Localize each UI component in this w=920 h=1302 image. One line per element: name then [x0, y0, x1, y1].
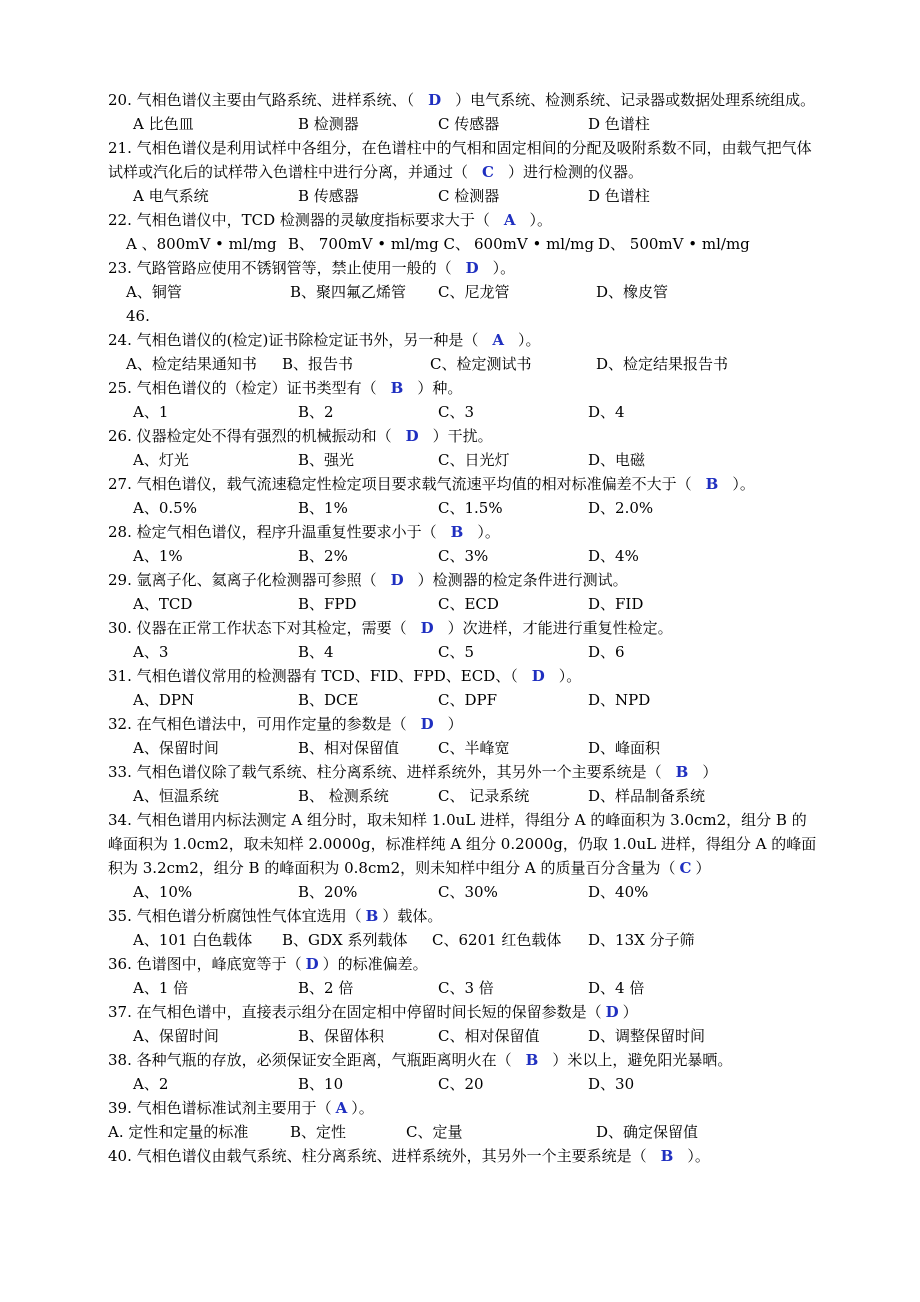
question-text-end: ）: [695, 859, 711, 877]
question-q27: [108, 472, 818, 496]
option-a: A、TCD: [133, 595, 193, 613]
question-q34: [108, 808, 818, 880]
option-c: C、3%: [438, 547, 489, 565]
option-c: 600mV • ml/mg: [474, 235, 594, 253]
answer-letter: D: [531, 667, 545, 685]
option-a: A. 定性和定量的标准: [108, 1123, 249, 1141]
question-q32: [108, 712, 818, 736]
option-a: A、10%: [133, 883, 193, 901]
option-c: C、5: [438, 643, 475, 661]
option-d: D 色谱柱: [588, 187, 650, 205]
option-d: D、FID: [588, 595, 644, 613]
question-text: 35. 气相色谱分析腐蚀性气体宜选用（: [108, 907, 362, 925]
option-d: D、4 倍: [588, 979, 645, 997]
question-text: 33. 气相色谱仪除了载气系统、柱分离系统、进样系统外，其另外一个主要系统是（: [108, 763, 662, 781]
question-q28: [108, 520, 818, 544]
option-b: B、相对保留值: [298, 739, 400, 757]
question-q37: [108, 1000, 818, 1024]
options-row: [108, 976, 818, 1000]
option-a: A 、800mV • ml/mg: [126, 235, 277, 253]
answer-letter: D: [428, 91, 442, 109]
option-c: C、ECD: [438, 595, 499, 613]
answer-letter: B: [705, 475, 719, 493]
option-c: C、相对保留值: [438, 1027, 540, 1045]
question-text: 38. 各种气瓶的存放，必须保证安全距离，气瓶距离明火在（: [108, 1051, 512, 1069]
question-text-end: ）米以上，避免阳光暴晒。: [552, 1051, 733, 1069]
options-row: [108, 496, 818, 520]
options-row: [108, 736, 818, 760]
option-c: C、半峰宽: [438, 739, 510, 757]
question-text: 29. 氩离子化、氦离子化检测器可参照（: [108, 571, 377, 589]
question-text-end: ）。: [351, 1099, 374, 1117]
stray-number: 46.: [126, 307, 150, 325]
option-b: B、保留体积: [298, 1027, 385, 1045]
option-d: D、 500mV • ml/mg: [598, 235, 750, 253]
question-text: 22. 气相色谱仪中，TCD 检测器的灵敏度指标要求大于（: [108, 211, 490, 229]
option-a: A、1%: [133, 547, 183, 565]
option-c: C 检测器: [438, 187, 500, 205]
answer-letter: C: [679, 859, 692, 877]
option-c: C、日光灯: [438, 451, 510, 469]
question-q26: [108, 424, 818, 448]
question-q40: [108, 1144, 818, 1168]
options-row: [108, 1120, 818, 1144]
option-a: A、检定结果通知书: [126, 355, 257, 373]
option-a: A、灯光: [133, 451, 189, 469]
question-text-end: ）。: [687, 1147, 710, 1165]
option-d: D、2.0%: [588, 499, 654, 517]
question-q21: [108, 136, 818, 184]
options-row: [108, 280, 818, 304]
option-c: C 传感器: [438, 115, 500, 133]
option-b: B、DCE: [298, 691, 359, 709]
options-row: [108, 784, 818, 808]
option-b: B、聚四氟乙烯管: [290, 283, 407, 301]
option-b: B、2 倍: [298, 979, 354, 997]
question-list: [108, 88, 818, 1168]
options-row: [108, 232, 818, 256]
options-row: [108, 400, 818, 424]
question-text: 25. 气相色谱仪的（检定）证书类型有（: [108, 379, 377, 397]
question-text-end: ）电气系统、检测系统、记录器或数据处理系统组成。: [455, 91, 816, 109]
question-text-end: ）检测器的检定条件进行测试。: [417, 571, 628, 589]
question-q33: [108, 760, 818, 784]
option-a: A 电气系统: [133, 187, 209, 205]
question-q22: [108, 208, 818, 232]
answer-letter: A: [503, 211, 516, 229]
option-a: A 比色皿: [133, 115, 194, 133]
option-c: C、 记录系统: [438, 787, 530, 805]
options-row: [108, 184, 818, 208]
option-c: C、定量: [406, 1123, 463, 1141]
answer-letter: D: [465, 259, 479, 277]
options-row: [108, 1024, 818, 1048]
option-c: C、尼龙管: [438, 283, 510, 301]
option-d: D、NPD: [588, 691, 651, 709]
question-text: 30. 仪器在正常工作状态下对其检定，需要（: [108, 619, 407, 637]
question-text-end: ）: [702, 763, 718, 781]
question-text: 34. 气相色谱用内标法测定 A 组分时，取未知样 1.0uL 进样，得组分 A 的峰面积为 3.0cm2，组分 B 的峰面积为 1.0cm2，取未知样 2.0000g，标准样纯 A 组分 0.2000g，仍取 1.0uL 进样，得组分 A 的峰面积为 3.2cm2，组分 B 的峰面积为 0.8cm2，则未知样中组分 A 的质量百分含量为（: [108, 811, 817, 877]
option-c: C、3 倍: [438, 979, 494, 997]
options-row: [108, 112, 818, 136]
question-q29: [108, 568, 818, 592]
option-b: B、4: [298, 643, 334, 661]
option-c: C、3: [438, 403, 475, 421]
question-text-end: ）。: [517, 331, 541, 349]
answer-letter: B: [365, 907, 379, 925]
question-text: 20. 气相色谱仪主要由气路系统、进样系统、（: [108, 91, 415, 109]
answer-letter: D: [305, 955, 319, 973]
question-text-end: ）次进样，才能进行重复性检定。: [447, 619, 673, 637]
option-d: D、调整保留时间: [588, 1027, 706, 1045]
question-text-end: ）: [447, 715, 463, 733]
option-d: D、4: [588, 403, 625, 421]
question-text-end: ）干扰。: [432, 427, 493, 445]
answer-letter: D: [420, 619, 434, 637]
option-b: B、 检测系统: [298, 787, 389, 805]
question-q20: [108, 88, 818, 112]
question-text-end: ）的标准偏差。: [322, 955, 428, 973]
question-text: 26. 仪器检定处不得有强烈的机械振动和（: [108, 427, 392, 445]
option-d: D 色谱柱: [588, 115, 650, 133]
question-text-end: ）。: [492, 259, 516, 277]
answer-letter: B: [450, 523, 464, 541]
option-b: B、1%: [298, 499, 348, 517]
option-c: C、6201 红色载体: [432, 931, 562, 949]
option-d: D、30: [588, 1075, 635, 1093]
answer-letter: B: [660, 1147, 674, 1165]
question-q36: [108, 952, 818, 976]
question-text-end: ）。: [477, 523, 500, 541]
question-text-end: ）。: [558, 667, 582, 685]
answer-letter: D: [390, 571, 404, 589]
options-row: [108, 544, 818, 568]
option-c: C、20: [438, 1075, 484, 1093]
options-row: [108, 448, 818, 472]
answer-letter: D: [405, 427, 419, 445]
answer-letter: B: [525, 1051, 539, 1069]
answer-letter: A: [492, 331, 504, 349]
question-text: 27. 气相色谱仪，载气流速稳定性检定项目要求载气流速平均值的相对标准偏差不大于（: [108, 475, 692, 493]
option-c: C、DPF: [438, 691, 498, 709]
option-a: A、1: [133, 403, 169, 421]
question-text: 23. 气路管路应使用不锈钢管等，禁止使用一般的（: [108, 259, 452, 277]
options-row: [108, 352, 818, 376]
question-text: 28. 检定气相色谱仪，程序升温重复性要求小于（: [108, 523, 437, 541]
option-c: C、检定测试书: [430, 355, 532, 373]
option-d: D、橡皮管: [596, 283, 669, 301]
option-a: A、保留时间: [133, 1027, 219, 1045]
question-text: 39. 气相色谱标准试剂主要用于（: [108, 1099, 332, 1117]
option-b: B、2%: [298, 547, 348, 565]
question-text: 24. 气相色谱仪的(检定)证书除检定证书外，另一种是（: [108, 331, 479, 349]
option-d: D、电磁: [588, 451, 646, 469]
option-b: B、GDX 系列载体: [282, 931, 408, 949]
options-row: [108, 640, 818, 664]
option-a: A、3: [133, 643, 169, 661]
option-c: C、1.5%: [438, 499, 503, 517]
option-b: B、20%: [298, 883, 358, 901]
answer-letter: A: [335, 1099, 348, 1117]
option-a: A、铜管: [126, 283, 182, 301]
question-text: 37. 在气相色谱中，直接表示组分在固定相中停留时间长短的保留参数是（: [108, 1003, 602, 1021]
question-q23: [108, 256, 818, 280]
option-b: B、FPD: [298, 595, 357, 613]
option-b: B 检测器: [298, 115, 359, 133]
option-b: B、强光: [298, 451, 355, 469]
question-text-end: ）进行检测的仪器。: [507, 163, 643, 181]
options-row: [108, 688, 818, 712]
question-q39: [108, 1096, 818, 1120]
options-row: [108, 592, 818, 616]
question-text-end: ）载体。: [382, 907, 443, 925]
option-a: A、保留时间: [133, 739, 219, 757]
question-q24: [108, 328, 818, 352]
option-d: D、确定保留值: [596, 1123, 699, 1141]
answer-letter: D: [420, 715, 434, 733]
question-q25: [108, 376, 818, 400]
option-d: D、6: [588, 643, 625, 661]
question-text: 32. 在气相色谱法中，可用作定量的参数是（: [108, 715, 407, 733]
question-q31: [108, 664, 818, 688]
question-text: 36. 色谱图中，峰底宽等于（: [108, 955, 302, 973]
option-a: A、恒温系统: [133, 787, 219, 805]
option-a: A、1 倍: [133, 979, 189, 997]
option-d: D、13X 分子筛: [588, 931, 695, 949]
option-d: D、检定结果报告书: [596, 355, 729, 373]
question-text-end: ）。: [732, 475, 755, 493]
option-b: B、报告书: [282, 355, 354, 373]
option-d: D、样品制备系统: [588, 787, 706, 805]
question-text: 31. 气相色谱仪常用的检测器有 TCD、FID、FPD、ECD、（: [108, 667, 518, 685]
question-text-end: ）。: [529, 211, 553, 229]
option-d: D、4%: [588, 547, 639, 565]
answer-letter: D: [605, 1003, 619, 1021]
option-b: B、定性: [290, 1123, 347, 1141]
option-d: D、40%: [588, 883, 649, 901]
options-row: [108, 1072, 818, 1096]
option-a: A、101 白色载体: [133, 931, 253, 949]
question-q35: [108, 904, 818, 928]
question-q30: [108, 616, 818, 640]
options-row: [108, 880, 818, 904]
question-text-end: ）种。: [417, 379, 463, 397]
option-a: A、0.5%: [133, 499, 197, 517]
question-text: 21. 气相色谱仪是利用试样中各组分，在色谱柱中的气相和固定相间的分配及吸附系数不同，由载气把气体试样或汽化后的试样带入色谱柱中进行分离，并通过（: [108, 139, 812, 181]
option-d: D、峰面积: [588, 739, 661, 757]
option-c: C、30%: [438, 883, 498, 901]
option-b: B、10: [298, 1075, 344, 1093]
option-a: A、DPN: [133, 691, 195, 709]
option-b: B、 700mV • ml/mg C、: [288, 235, 471, 253]
answer-letter: C: [482, 163, 494, 181]
option-b: B、2: [298, 403, 334, 421]
option-a: A、2: [133, 1075, 169, 1093]
question-text-end: ）: [622, 1003, 638, 1021]
options-row: [108, 928, 818, 952]
question-text: 40. 气相色谱仪由载气系统、柱分离系统、进样系统外，其另外一个主要系统是（: [108, 1147, 647, 1165]
option-b: B 传感器: [298, 187, 359, 205]
answer-letter: B: [390, 379, 404, 397]
question-q38: [108, 1048, 818, 1072]
answer-letter: B: [675, 763, 689, 781]
